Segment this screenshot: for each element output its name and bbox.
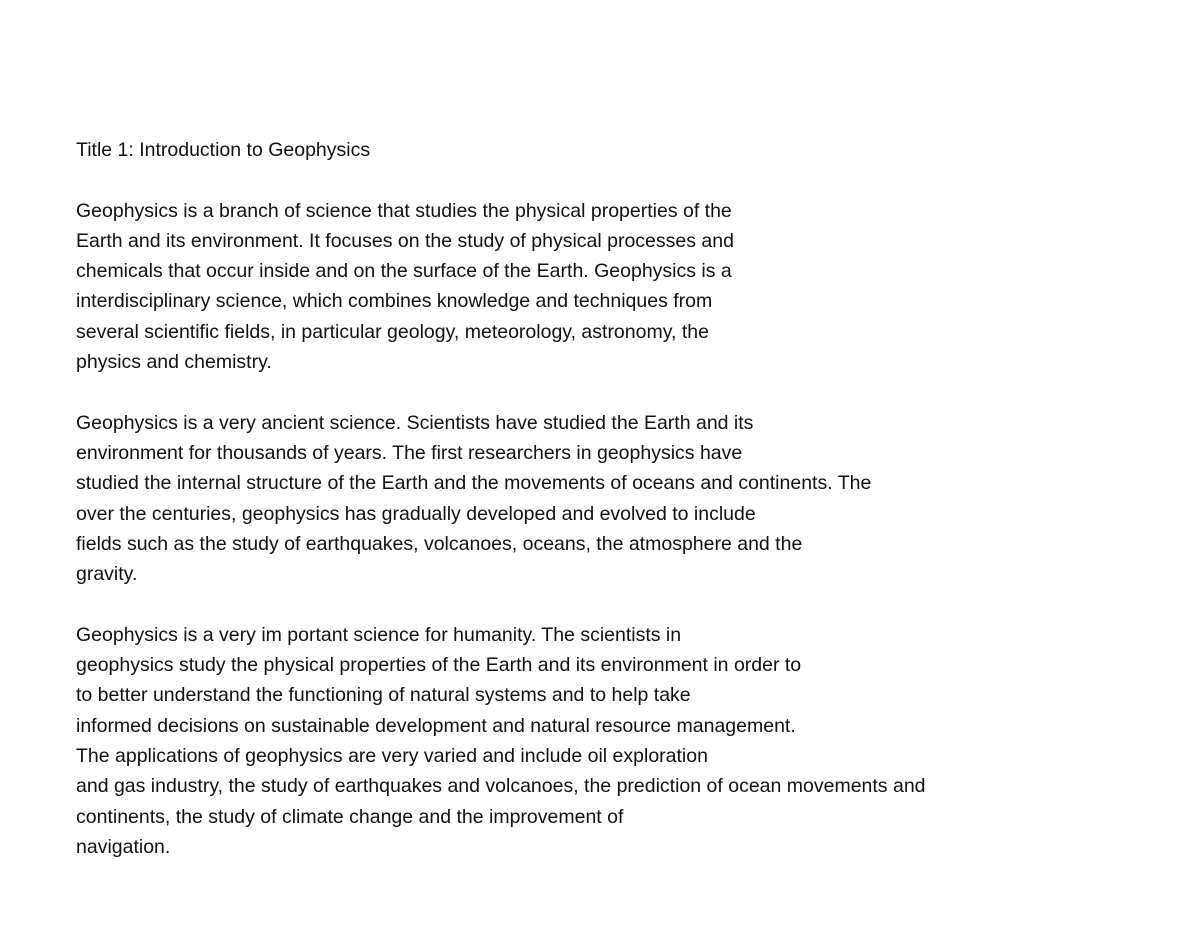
paragraph-line: navigation. — [76, 835, 171, 858]
document-title: Title 1: Introduction to Geophysics — [76, 139, 371, 161]
document-body — [76, 135, 1176, 862]
paragraph-2 — [76, 408, 1176, 590]
paragraph-line: continents, the study of climate change and the improvement of — [76, 805, 624, 828]
paragraph-line: Geophysics is a branch of science that studies the physical properties of the — [76, 199, 732, 222]
paragraph-line: interdisciplinary science, which combines knowledge and techniques from — [76, 290, 713, 313]
paragraph-line: gravity. — [76, 563, 138, 586]
paragraph-line: Geophysics is a very ancient science. Scientists have studied the Earth and its — [76, 411, 754, 434]
paragraph-line: several scientific fields, in particular geology, meteorology, astronomy, the — [76, 320, 709, 343]
paragraph-line: physics and chemistry. — [76, 351, 272, 374]
paragraph-line: informed decisions on sustainable development and natural resource management. — [76, 714, 796, 737]
paragraph-line: to better understand the functioning of natural systems and to help take — [76, 684, 691, 707]
paragraph-line: over the centuries, geophysics has gradually developed and evolved to include — [76, 502, 756, 525]
paragraph-spacer — [76, 377, 1176, 407]
paragraph-line: and gas industry, the study of earthquakes and volcanoes, the prediction of ocean movements and — [76, 775, 926, 798]
paragraph-spacer — [76, 589, 1176, 619]
paragraph-line: Earth and its environment. It focuses on the study of physical processes and — [76, 229, 734, 252]
paragraph-line: environment for thousands of years. The first researchers in geophysics have — [76, 441, 743, 464]
paragraph-1 — [76, 196, 1176, 378]
paragraph-line: chemicals that occur inside and on the surface of the Earth. Geophysics is a — [76, 260, 732, 283]
paragraph-line: The applications of geophysics are very varied and include oil exploration — [76, 744, 708, 767]
paragraph-line: studied the internal structure of the Earth and the movements of oceans and continents. The — [76, 472, 872, 495]
paragraph-3 — [76, 620, 1176, 862]
paragraph-line: geophysics study the physical properties of the Earth and its environment in order to — [76, 654, 802, 677]
paragraph-line: Geophysics is a very im portant science for humanity. The scientists in — [76, 623, 682, 646]
paragraph-line: fields such as the study of earthquakes, volcanoes, oceans, the atmosphere and the — [76, 532, 803, 555]
paragraph-spacer — [76, 165, 1176, 195]
